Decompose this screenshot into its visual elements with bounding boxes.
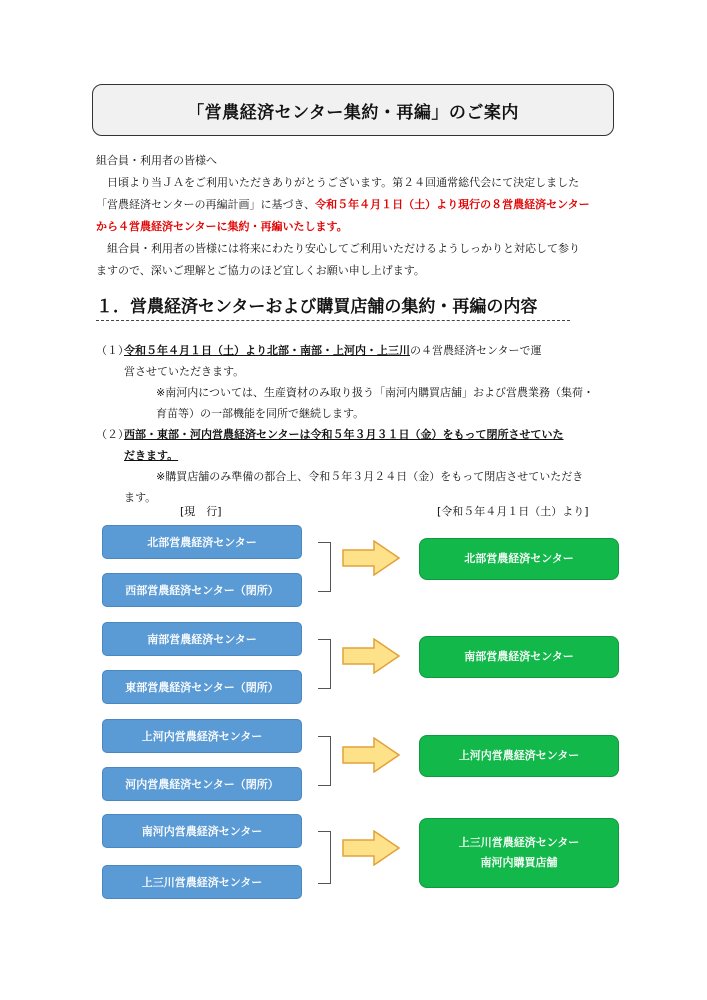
item-2-note-1: ※購買店舗のみ準備の都合上、令和５年３月２４日（金）をもって閉店させていただき	[156, 470, 584, 483]
current-center-box: 河内営農経済センター（閉所）	[102, 767, 302, 801]
new-column-label: [令和５年４月１日（土）より]	[437, 505, 589, 518]
current-center-box: 南部営農経済センター	[102, 622, 302, 656]
intro-line-1: 日頃より当ＪＡをご利用いただきありがとうございます。第２４回通常総代会にて決定しました	[107, 176, 580, 189]
item-2-body	[124, 424, 626, 508]
new-center-name: 上三川営農経済センター	[458, 836, 580, 849]
item-1-note-2: 育苗等）の一部機能を同所で継続します。	[156, 407, 365, 420]
section-title: １．営農経済センターおよび購買店舗の集約・再編の内容	[96, 292, 570, 321]
page-title: 「営農経済センター集約・再編」のご案内	[92, 84, 614, 136]
greeting: 組合員・利用者の皆様へ	[96, 154, 217, 167]
item-1-number: （１）	[96, 344, 129, 357]
item-1-line2: 営させていただきます。	[124, 365, 245, 378]
item-2-note-2: ます。	[124, 491, 157, 504]
current-column-label: [現 行]	[180, 505, 222, 518]
intro-line-2a: 「営農経済センターの再編計画」に基づき、	[96, 198, 316, 211]
group-bracket	[318, 542, 331, 592]
intro-line-3: から４営農経済センターに集約・再編いたします。	[96, 220, 348, 233]
item-2-underlined-2: だきます。	[124, 449, 179, 462]
new-store-name: 南河内購買店舗	[480, 856, 558, 869]
arrow-right-icon	[342, 638, 400, 674]
new-center-box	[419, 818, 619, 888]
arrow-right-icon	[342, 737, 400, 773]
arrow-right-icon	[342, 540, 400, 576]
intro-line-5: ますので、深いご理解とご協力のほど宜しくお願い申し上げます。	[96, 264, 425, 277]
item-2-number: （２）	[96, 428, 129, 441]
group-bracket	[318, 736, 331, 786]
item-1	[96, 340, 626, 424]
item-1-body	[124, 340, 626, 424]
current-center-box: 南河内営農経済センター	[102, 814, 302, 848]
item-1-underlined: 令和５年４月１日（土）より北部・南部・上河内・上三川	[124, 344, 410, 357]
item-1-rest: の４営農経済センターで運	[410, 344, 542, 357]
item-1-note-1: ※南河内については、生産資材のみ取り扱う「南河内購買店舗」および営農業務（集荷・	[156, 386, 594, 399]
new-center-box: 北部営農経済センター	[419, 538, 619, 580]
item-list	[96, 340, 626, 508]
current-center-box: 上三川営農経済センター	[102, 865, 302, 899]
intro-line-4: 組合員・利用者の皆様には将来にわたり安心してご利用いただけるようしっかりと対応して参り	[107, 242, 580, 255]
arrow-right-icon	[342, 830, 400, 866]
new-center-box: 南部営農経済センター	[419, 636, 619, 678]
intro-line-2	[96, 194, 626, 216]
current-center-box: 北部営農経済センター	[102, 525, 302, 559]
intro-text	[96, 150, 626, 282]
item-2-underlined: 西部・東部・河内営農経済センターは令和５年３月３１日（金）をもって閉所させていた	[124, 428, 564, 441]
intro-line-2b: 令和５年４月１日（土）より現行の８営農経済センター	[315, 198, 590, 211]
new-center-box: 上河内営農経済センター	[419, 735, 619, 777]
current-center-box: 東部営農経済センター（閉所）	[102, 670, 302, 704]
group-bracket	[318, 831, 331, 884]
group-bracket	[318, 639, 331, 689]
current-center-box: 西部営農経済センター（閉所）	[102, 573, 302, 607]
current-center-box: 上河内営農経済センター	[102, 719, 302, 753]
item-2	[96, 424, 626, 508]
